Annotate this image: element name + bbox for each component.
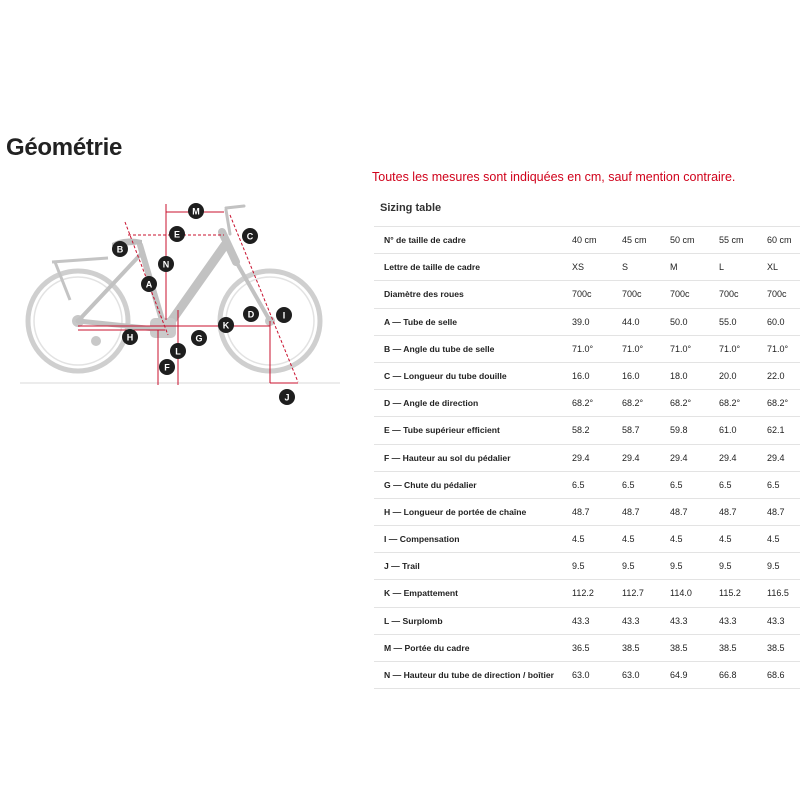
svg-text:I: I xyxy=(282,310,286,321)
table-cell: 44.0 xyxy=(622,316,640,327)
table-cell: 29.4 xyxy=(767,452,785,463)
table-row xyxy=(374,471,800,498)
table-cell: 9.5 xyxy=(622,561,635,572)
table-cell: 48.7 xyxy=(719,506,737,517)
table-cell: 66.8 xyxy=(719,670,737,680)
table-cell: 22.0 xyxy=(767,370,785,381)
table-cell: 55.0 xyxy=(719,316,737,327)
svg-text:C: C xyxy=(246,231,254,242)
svg-text:J: J xyxy=(284,392,290,403)
marker-h xyxy=(122,329,138,345)
row-label: I — Compensation xyxy=(384,534,460,545)
table-cell: 43.3 xyxy=(767,615,785,626)
table-cell: S xyxy=(622,262,629,273)
row-label: J — Trail xyxy=(384,561,420,572)
table-cell: 700c xyxy=(767,289,787,300)
marker-c xyxy=(242,228,258,244)
table-cell: 36.5 xyxy=(572,642,590,653)
svg-text:K: K xyxy=(222,320,230,331)
table-row xyxy=(374,416,800,443)
table-cell: 48.7 xyxy=(622,506,640,517)
table-cell: 38.5 xyxy=(719,642,737,653)
table-cell: 4.5 xyxy=(767,534,780,545)
row-label: G — Chute du pédalier xyxy=(384,479,477,490)
table-cell: 116.5 xyxy=(767,588,789,599)
table-cell: 43.3 xyxy=(622,615,640,626)
marker-e xyxy=(169,226,185,242)
row-label: F — Hauteur au sol du pédalier xyxy=(384,452,511,463)
table-row xyxy=(374,389,800,416)
table-cell: 71.0° xyxy=(670,343,692,354)
table-cell: 62.1 xyxy=(767,425,785,436)
table-row xyxy=(374,525,800,552)
row-label: C — Longueur du tube douille xyxy=(384,370,507,381)
table-cell: 112.7 xyxy=(622,588,644,599)
table-row xyxy=(374,444,800,471)
table-cell: 16.0 xyxy=(622,370,640,381)
marker-l xyxy=(170,343,186,359)
table-cell: 71.0° xyxy=(767,343,789,354)
table-cell: 58.7 xyxy=(622,425,640,436)
marker-m xyxy=(188,203,204,219)
table-cell: 60 cm xyxy=(767,235,792,245)
table-cell: 700c xyxy=(719,289,739,300)
marker-b xyxy=(112,241,128,257)
table-cell: L xyxy=(719,262,725,273)
table-cell: 6.5 xyxy=(767,479,780,490)
svg-text:N: N xyxy=(162,259,170,270)
table-cell: 29.4 xyxy=(622,452,640,463)
table-cell: 16.0 xyxy=(572,370,590,381)
row-label: L — Surplomb xyxy=(384,615,443,626)
table-cell: 700c xyxy=(572,289,592,300)
marker-f xyxy=(159,359,175,375)
table-cell: XS xyxy=(572,262,585,273)
table-cell: 4.5 xyxy=(719,534,732,545)
table-cell: 38.5 xyxy=(622,642,640,653)
row-label: Diamètre des roues xyxy=(384,289,464,300)
table-row xyxy=(374,552,800,579)
bike-frame xyxy=(78,206,270,330)
table-cell: 68.6 xyxy=(767,670,785,680)
svg-text:A: A xyxy=(145,279,153,290)
table-cell: 9.5 xyxy=(767,561,780,572)
table-cell: 29.4 xyxy=(572,452,590,463)
marker-a xyxy=(141,276,157,292)
table-cell: 50.0 xyxy=(670,316,688,327)
table-cell: 59.8 xyxy=(670,425,688,436)
marker-j xyxy=(279,389,295,405)
table-cell: 9.5 xyxy=(719,561,732,572)
table-cell: 4.5 xyxy=(572,534,585,545)
table-row xyxy=(374,362,800,389)
table-row xyxy=(374,253,800,280)
table-row xyxy=(374,308,800,335)
table-cell: 115.2 xyxy=(719,588,741,599)
table-cell: 48.7 xyxy=(670,506,688,517)
table-cell: M xyxy=(670,262,678,273)
diagram-markers xyxy=(112,203,295,405)
table-cell: 68.2° xyxy=(719,398,741,409)
marker-g xyxy=(191,330,207,346)
table-cell: 4.5 xyxy=(622,534,635,545)
row-label: D — Angle de direction xyxy=(384,398,479,409)
row-label: M — Portée du cadre xyxy=(384,642,470,653)
table-row xyxy=(374,498,800,525)
table-cell: 68.2° xyxy=(767,398,789,409)
table-cell: 29.4 xyxy=(670,452,688,463)
table-cell: 20.0 xyxy=(719,370,737,381)
table-cell: 6.5 xyxy=(670,479,683,490)
table-cell: 9.5 xyxy=(670,561,683,572)
marker-i xyxy=(276,307,292,323)
table-cell: 39.0 xyxy=(572,316,590,327)
units-note: Toutes les mesures sont indiquées en cm, sauf mention contraire. xyxy=(372,170,736,184)
svg-text:B: B xyxy=(116,244,124,255)
table-cell: 58.2 xyxy=(572,425,590,436)
table-cell: 112.2 xyxy=(572,588,594,599)
table-cell: 60.0 xyxy=(767,316,785,327)
row-label: K — Empattement xyxy=(384,588,459,599)
table-cell: 71.0° xyxy=(719,343,741,354)
table-cell: 29.4 xyxy=(719,452,737,463)
table-cell: 4.5 xyxy=(670,534,683,545)
table-cell: 71.0° xyxy=(622,343,644,354)
table-cell: 6.5 xyxy=(719,479,732,490)
rear-rack xyxy=(52,258,108,300)
row-label: A — Tube de selle xyxy=(384,316,458,327)
table-row xyxy=(374,335,800,362)
table-cell: 40 cm xyxy=(572,235,597,245)
table-cell: 63.0 xyxy=(622,670,640,680)
row-label: N° de taille de cadre xyxy=(384,235,466,245)
svg-text:L: L xyxy=(175,346,181,357)
table-row xyxy=(374,226,800,253)
table-cell: 700c xyxy=(670,289,690,300)
table-cell: 55 cm xyxy=(719,235,744,245)
table-row xyxy=(374,634,800,661)
table-row xyxy=(374,607,800,634)
table-cell: 45 cm xyxy=(622,235,647,245)
table-cell: 68.2° xyxy=(622,398,644,409)
table-row xyxy=(374,280,800,307)
svg-text:M: M xyxy=(192,206,200,217)
svg-text:F: F xyxy=(164,362,170,373)
table-cell: 43.3 xyxy=(670,615,688,626)
table-cell: 114.0 xyxy=(670,588,692,599)
table-cell: 48.7 xyxy=(767,506,785,517)
table-cell: 68.2° xyxy=(572,398,594,409)
table-cell: 6.5 xyxy=(622,479,635,490)
table-cell: 48.7 xyxy=(572,506,590,517)
bike-geometry-diagram xyxy=(0,190,360,410)
row-label: H — Longueur de portée de chaîne xyxy=(384,506,527,517)
svg-text:H: H xyxy=(126,332,134,343)
table-cell: 61.0 xyxy=(719,425,737,436)
table-cell: 6.5 xyxy=(572,479,585,490)
table-cell: 18.0 xyxy=(670,370,688,381)
table-cell: 43.3 xyxy=(719,615,737,626)
row-label: N — Hauteur du tube de direction / boîtier xyxy=(384,670,554,680)
table-cell: 50 cm xyxy=(670,235,695,245)
marker-n xyxy=(158,256,174,272)
sizing-table xyxy=(374,226,800,689)
row-label: Lettre de taille de cadre xyxy=(384,262,480,273)
table-cell: 68.2° xyxy=(670,398,692,409)
table-cell: 64.9 xyxy=(670,670,688,680)
table-cell: 63.0 xyxy=(572,670,590,680)
table-cell: 9.5 xyxy=(572,561,585,572)
table-row xyxy=(374,661,800,689)
table-cell: 38.5 xyxy=(767,642,785,653)
page-title: Géométrie xyxy=(6,134,123,161)
table-cell: 38.5 xyxy=(670,642,688,653)
row-label: E — Tube supérieur efficient xyxy=(384,425,500,436)
svg-text:D: D xyxy=(247,309,255,320)
table-cell: 71.0° xyxy=(572,343,594,354)
marker-k xyxy=(218,317,234,333)
sizing-table-heading: Sizing table xyxy=(380,202,442,214)
table-row xyxy=(374,579,800,606)
table-cell: 700c xyxy=(622,289,642,300)
table-cell: XL xyxy=(767,262,779,273)
svg-text:G: G xyxy=(195,333,203,344)
table-cell: 43.3 xyxy=(572,615,590,626)
marker-d xyxy=(243,306,259,322)
svg-text:E: E xyxy=(173,229,181,240)
row-label: B — Angle du tube de selle xyxy=(384,343,495,354)
